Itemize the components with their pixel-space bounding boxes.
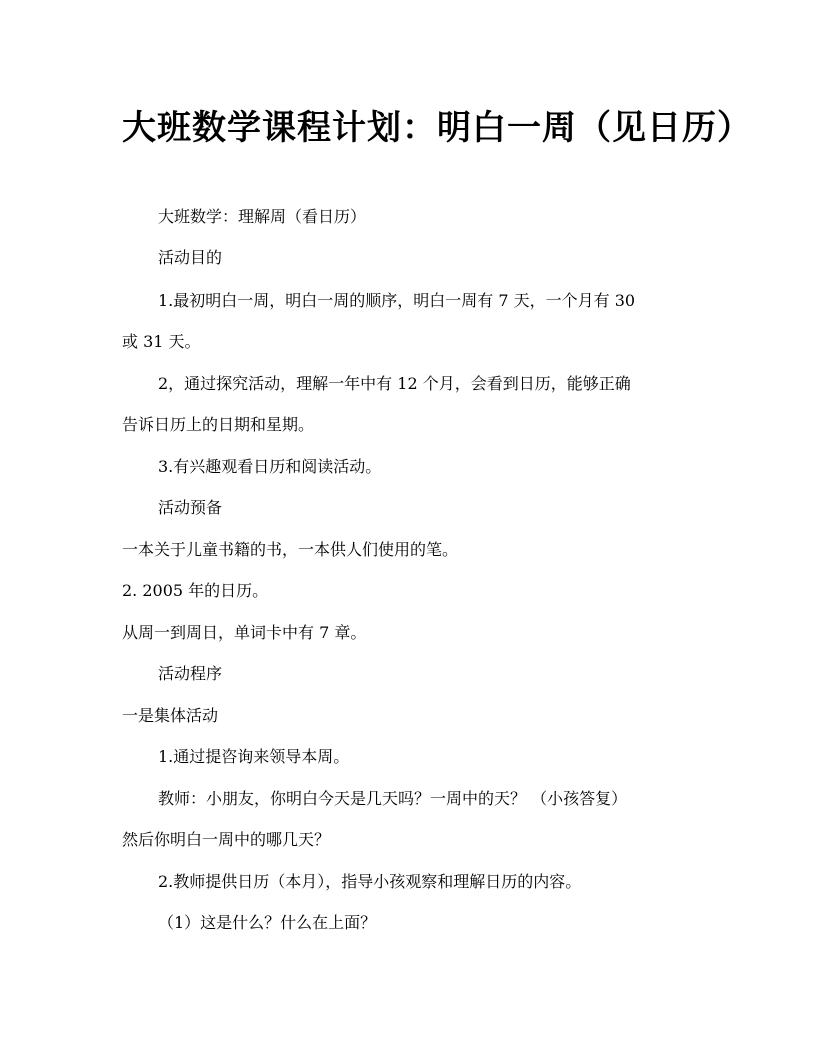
subtitle-line: 大班数学：理解周（看日历） [158, 207, 367, 226]
paragraph-line: 3.有兴趣观看日历和阅读活动。 [158, 457, 382, 476]
paragraph-line: 1.通过提咨询来领导本周。 [158, 747, 350, 766]
paragraph-line: 1.最初明白一周，明白一周的顺序，明白一周有 7 天，一个月有 30 [158, 291, 636, 310]
section-heading-procedure: 活动程序 [158, 664, 223, 683]
paragraph-line: 或 31 天。 [122, 332, 201, 351]
section-heading-preparation: 活动预备 [158, 498, 223, 517]
paragraph-line: 2.教师提供日历（本月），指导小孩观察和理解日历的内容。 [158, 872, 582, 891]
paragraph-line: 2. 2005 年的日历。 [122, 581, 269, 600]
paragraph-line: 然后你明白一周中的哪几天？ [122, 830, 331, 849]
paragraph-line: 教师：小朋友，你明白今天是几天吗？一周中的天？ （小孩答复） [158, 789, 628, 808]
paragraph-line: 2，通过探究活动，理解一年中有 12 个月，会看到日历，能够正确 [158, 374, 631, 393]
paragraph-line: 从周一到周日，单词卡中有 7 章。 [122, 623, 367, 642]
paragraph-line: （1）这是什么？什么在上面？ [158, 913, 377, 932]
document-title: 大班数学课程计划：明白一周（见日历） [122, 108, 752, 148]
paragraph-line: 告诉日历上的日期和星期。 [122, 415, 315, 434]
section-heading-objectives: 活动目的 [158, 248, 223, 267]
paragraph-line: 一是集体活动 [122, 706, 219, 725]
paragraph-line: 一本关于儿童书籍的书，一本供人们使用的笔。 [122, 540, 459, 559]
